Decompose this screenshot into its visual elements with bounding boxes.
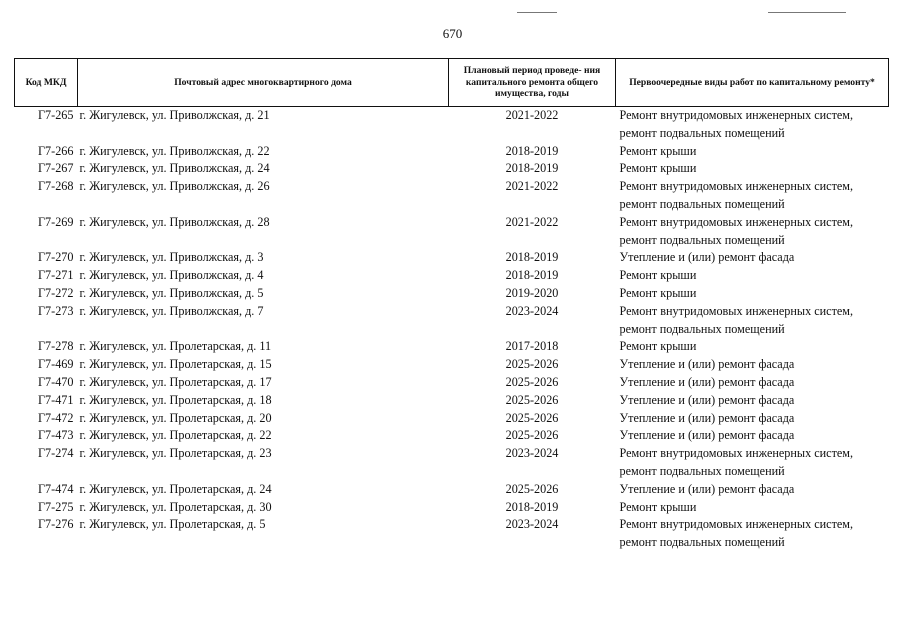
cell-code: Г7-265 xyxy=(38,108,74,122)
table-row xyxy=(15,107,889,143)
cell-period: 2019-2020 xyxy=(505,285,559,300)
cell-code: Г7-272 xyxy=(38,285,74,300)
cell-period: 2018-2019 xyxy=(505,161,559,176)
cell-period: 2017-2018 xyxy=(505,339,559,354)
cell-code: Г7-274 xyxy=(38,446,74,461)
header-works: Первоочередные виды работ по капитальному ремонту* xyxy=(616,59,889,107)
cell-works: Утепление и (или) ремонт фасада xyxy=(619,428,795,443)
cell-address: г. Жигулевск, ул. Приволжская, д. 4 xyxy=(79,268,264,283)
cell-period: 2025-2026 xyxy=(505,410,559,425)
cell-works: Ремонт крыши xyxy=(619,161,697,176)
table-row xyxy=(15,516,889,552)
table-row xyxy=(15,499,889,517)
cell-address: г. Жигулевск, ул. Приволжская, д. 24 xyxy=(79,161,270,176)
table-row xyxy=(15,374,889,392)
cell-address: г. Жигулевск, ул. Пролетарская, д. 20 xyxy=(79,410,272,425)
cell-address: г. Жигулевск, ул. Пролетарская, д. 30 xyxy=(79,499,272,514)
cell-address: г. Жигулевск, ул. Пролетарская, д. 17 xyxy=(79,374,272,389)
cell-code: Г7-268 xyxy=(38,179,74,194)
cell-address: г. Жигулевск, ул. Приволжская, д. 21 xyxy=(79,108,270,122)
cell-address: г. Жигулевск, ул. Приволжская, д. 28 xyxy=(79,214,270,229)
cell-works: Утепление и (или) ремонт фасада xyxy=(619,410,795,425)
cell-code: Г7-473 xyxy=(38,428,74,443)
cell-works: Ремонт внутридомовых инженерных систем, ремонт подвальных помещений xyxy=(619,179,854,211)
table-row xyxy=(15,249,889,267)
cell-address: г. Жигулевск, ул. Приволжская, д. 26 xyxy=(79,179,270,194)
cell-address: г. Жигулевск, ул. Пролетарская, д. 24 xyxy=(79,481,272,496)
cell-period: 2021-2022 xyxy=(505,179,559,194)
cell-code: Г7-266 xyxy=(38,143,74,158)
cell-code: Г7-270 xyxy=(38,250,74,265)
cell-works: Ремонт крыши xyxy=(619,499,697,514)
cell-period: 2021-2022 xyxy=(505,214,559,229)
cell-period: 2023-2024 xyxy=(505,303,559,318)
cell-address: г. Жигулевск, ул. Пролетарская, д. 15 xyxy=(79,357,272,372)
cell-works: Ремонт внутридомовых инженерных систем, ремонт подвальных помещений xyxy=(619,303,854,336)
cell-address: г. Жигулевск, ул. Пролетарская, д. 18 xyxy=(79,392,272,407)
cell-code: Г7-469 xyxy=(38,357,74,372)
header-period: Плановый период проведе- ния капитального ремонта общего имущества, годы xyxy=(449,59,616,107)
cell-address: г. Жигулевск, ул. Пролетарская, д. 5 xyxy=(79,517,266,532)
cell-address: г. Жигулевск, ул. Приволжская, д. 3 xyxy=(79,250,264,265)
cell-code: Г7-276 xyxy=(38,517,74,532)
table-row xyxy=(15,143,889,161)
cell-works: Утепление и (или) ремонт фасада xyxy=(619,481,795,496)
cell-period: 2025-2026 xyxy=(505,481,559,496)
table-body xyxy=(15,107,889,552)
table-row xyxy=(15,285,889,303)
table-row xyxy=(15,356,889,374)
cell-works: Утепление и (или) ремонт фасада xyxy=(619,392,795,407)
cell-address: г. Жигулевск, ул. Приволжская, д. 5 xyxy=(79,285,264,300)
header-address: Почтовый адрес многоквартирного дома xyxy=(78,59,449,107)
cell-code: Г7-273 xyxy=(38,303,74,318)
table-row xyxy=(15,160,889,178)
cell-period: 2018-2019 xyxy=(505,499,559,514)
cell-works: Утепление и (или) ремонт фасада xyxy=(619,250,795,265)
cell-code: Г7-275 xyxy=(38,499,74,514)
cell-works: Утепление и (или) ремонт фасада xyxy=(619,374,795,389)
scan-artifact-line xyxy=(517,12,557,13)
cell-code: Г7-474 xyxy=(38,481,74,496)
table-row xyxy=(15,445,889,481)
cell-works: Ремонт крыши xyxy=(619,143,697,158)
cell-code: Г7-269 xyxy=(38,214,74,229)
table-header xyxy=(15,59,889,107)
cell-works: Ремонт крыши xyxy=(619,268,697,283)
cell-code: Г7-472 xyxy=(38,410,74,425)
cell-address: г. Жигулевск, ул. Приволжская, д. 7 xyxy=(79,303,264,318)
cell-works: Ремонт крыши xyxy=(619,339,697,354)
cell-period: 2025-2026 xyxy=(505,428,559,443)
cell-works: Ремонт внутридомовых инженерных систем, ремонт подвальных помещений xyxy=(619,108,854,140)
cell-period: 2023-2024 xyxy=(505,446,559,461)
table-row xyxy=(15,481,889,499)
cell-code: Г7-471 xyxy=(38,392,74,407)
header-code: Код МКД xyxy=(15,59,78,107)
cell-period: 2025-2026 xyxy=(505,357,559,372)
cell-code: Г7-267 xyxy=(38,161,74,176)
cell-code: Г7-271 xyxy=(38,268,74,283)
table-row xyxy=(15,214,889,250)
table-row xyxy=(15,178,889,214)
cell-address: г. Жигулевск, ул. Приволжская, д. 22 xyxy=(79,143,270,158)
cell-works: Ремонт внутридомовых инженерных систем, ремонт подвальных помещений xyxy=(619,517,854,550)
scan-artifact-line xyxy=(768,12,846,13)
cell-period: 2023-2024 xyxy=(505,517,559,532)
table-row xyxy=(15,303,889,339)
cell-address: г. Жигулевск, ул. Пролетарская, д. 11 xyxy=(79,339,272,354)
cell-works: Ремонт внутридомовых инженерных систем, ремонт подвальных помещений xyxy=(619,214,854,247)
cell-works: Ремонт внутридомовых инженерных систем, ремонт подвальных помещений xyxy=(619,446,854,478)
cell-address: г. Жигулевск, ул. Пролетарская, д. 23 xyxy=(79,446,272,461)
cell-period: 2018-2019 xyxy=(505,143,559,158)
cell-period: 2025-2026 xyxy=(505,374,559,389)
cell-period: 2025-2026 xyxy=(505,392,559,407)
cell-period: 2018-2019 xyxy=(505,250,559,265)
cell-period: 2021-2022 xyxy=(505,108,559,122)
table-row xyxy=(15,427,889,445)
cell-period: 2018-2019 xyxy=(505,268,559,283)
header-row xyxy=(15,59,889,107)
capital-repair-table xyxy=(14,58,889,552)
table-row xyxy=(15,410,889,428)
cell-code: Г7-278 xyxy=(38,339,74,354)
cell-code: Г7-470 xyxy=(38,374,74,389)
cell-works: Ремонт крыши xyxy=(619,285,697,300)
page-number: 670 xyxy=(442,26,463,41)
table-row xyxy=(15,392,889,410)
table-row xyxy=(15,338,889,356)
table-row xyxy=(15,267,889,285)
cell-address: г. Жигулевск, ул. Пролетарская, д. 22 xyxy=(79,428,272,443)
cell-works: Утепление и (или) ремонт фасада xyxy=(619,357,795,372)
